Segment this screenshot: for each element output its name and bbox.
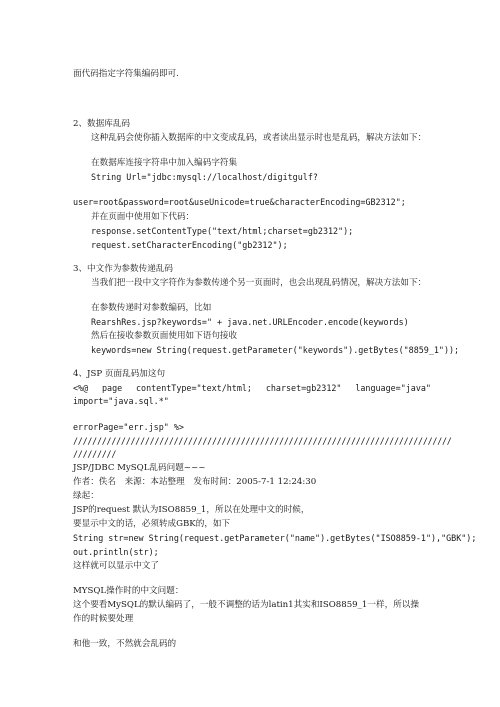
code-line: request.setCharacterEncoding("gb2312");	[91, 240, 288, 250]
section-heading: 2、数据库乱码	[73, 119, 131, 129]
divider-line: /////////	[73, 449, 117, 459]
text-line: 在参数传递时对参数编码，比如	[91, 303, 212, 313]
text-line: 这种乱码会使你插入数据库的中文变成乱码，或者读出显示时也是乱码，解决方法如下：	[91, 133, 427, 143]
code-line: keywords=new String(request.getParameter("keywords").getBytes("8859_1"));	[91, 345, 460, 355]
code-token: page	[101, 383, 123, 393]
text-line: 绿起：	[73, 491, 99, 501]
text-line: 然后在接收参数页面使用如下语句接收	[91, 331, 238, 341]
text-line: 并在页面中使用如下代码：	[91, 212, 195, 222]
text-line: 和他一致，不然就会乱码的	[73, 639, 177, 649]
code-line: errorPage="err.jsp" %>	[73, 422, 184, 432]
section-heading: 3、中文作为参数传递乱码	[73, 264, 173, 274]
text-line: 在数据库连接字符串中加入编码字符集	[91, 158, 238, 168]
text-line: MYSQL操作时的中文问题：	[73, 586, 184, 596]
article-meta: 作者：佚名 来源：本站整理 发布时间：2005-7-1 12:24:30	[73, 477, 317, 487]
code-line: RearshRes.jsp?keywords=" + java.net.URLEncoder.encode(keywords)	[91, 317, 409, 327]
code-line: response.setContentType("text/html;charset=gb2312");	[91, 226, 354, 236]
article-title: JSP/JDBC MySQL乱码问题~~~	[73, 463, 206, 473]
code-line: import="java.sql.*"	[73, 396, 169, 406]
code-token: <%@	[73, 383, 89, 393]
text-line: 要显示中文的话，必须转成GBK的，如下	[73, 519, 231, 529]
text-line: 这个要看MySQL的默认编码了，一般不调整的话为latin1其实和ISO8859_1一样，所以操	[73, 600, 419, 610]
code-token: charset=gb2312"	[265, 383, 342, 393]
code-line: user=root&password=root&useUnicode=true&characterEncoding=GB2312";	[73, 197, 406, 207]
code-line: String Url="jdbc:mysql://localhost/digitgulf?	[91, 172, 318, 182]
text-line: 当我们把一段中文字符作为参数传递个另一页面时，也会出现乱码情况，解决方法如下：	[91, 278, 427, 288]
code-token: contentType="text/html;	[136, 383, 252, 393]
text-line: 面代码指定字符集编码即可.	[73, 69, 179, 79]
text-line: 作的时候要处理	[73, 614, 134, 624]
text-line: 这样就可以显示中文了	[73, 561, 159, 571]
code-line	[73, 382, 431, 394]
code-token: language="java"	[355, 383, 431, 393]
code-line: String str=new String(request.getParameter("name").getBytes("ISO8859-1"),"GBK");	[73, 533, 477, 543]
divider-line: ///////////////////////////////////////////////////////////////////////////////	[73, 436, 452, 446]
section-heading: 4、JSP 页面乱码加这句	[73, 369, 166, 379]
code-line: out.println(str);	[73, 547, 159, 557]
text-line: JSP的request 默认为ISO8859_1，所以在处理中文的时候，	[73, 505, 310, 515]
